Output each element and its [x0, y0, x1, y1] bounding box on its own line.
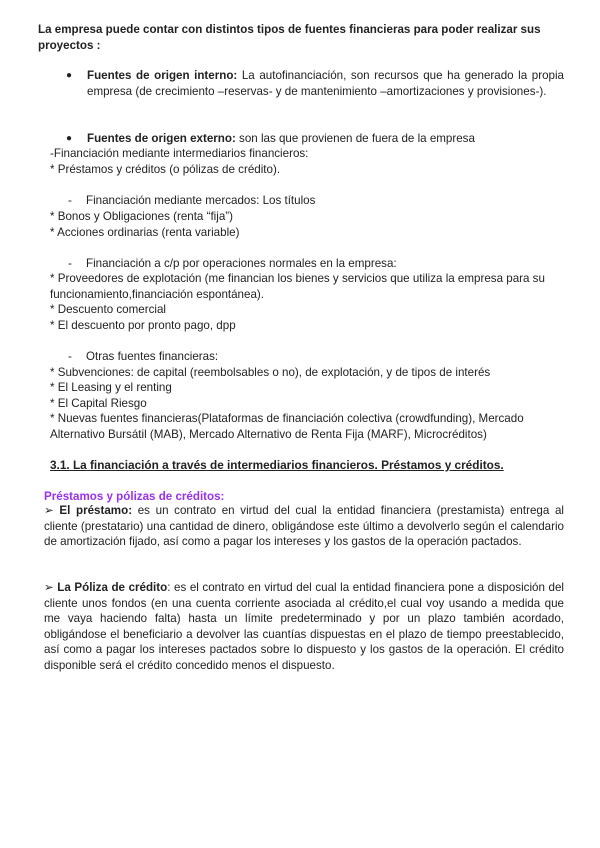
- prestamo-term: El préstamo:: [59, 504, 133, 517]
- bullet-dot-icon: ●: [66, 70, 73, 81]
- poliza-paragraph: [44, 580, 564, 674]
- intro-paragraph: La empresa puede contar con distintos tipos de fuentes financieras para poder realizar sus proyectos :: [38, 23, 541, 52]
- arrow-icon: ➢: [44, 504, 54, 517]
- bullet-term: Fuentes de origen interno:: [87, 69, 238, 82]
- list-item: * El Capital Riesgo: [50, 397, 147, 410]
- list-item: * El descuento por pronto pago, dpp: [50, 319, 236, 332]
- list-item: * Acciones ordinarias (renta variable): [50, 226, 240, 239]
- section-title: 3.1. La financiación a través de intermediarios financieros. Préstamos y créditos.: [50, 458, 504, 472]
- bullet-external: [66, 131, 564, 147]
- intermediaries-heading: -Financiación mediante intermediarios financieros:: [50, 147, 309, 160]
- bullet-term: Fuentes de origen externo:: [87, 132, 236, 145]
- list-item: * Préstamos y créditos (o pólizas de crédito).: [50, 163, 281, 176]
- list-item: * Proveedores de explotación (me financian los bienes y servicios que utiliza la empresa para su funcionamiento,financiación espontánea).: [50, 272, 545, 301]
- other-heading: - Otras fuentes financieras:: [68, 350, 219, 363]
- list-item: * Descuento comercial: [50, 303, 166, 316]
- list-item: * El Leasing y el renting: [50, 381, 172, 394]
- bullet-text: son las que provienen de fuera de la empresa: [235, 132, 475, 145]
- prestamo-paragraph: [44, 503, 564, 550]
- bullet-text: La autofinanciación, son recursos que ha generado la propia empresa (de crecimiento –reservas- y de mantenimiento –amortizaciones y provisiones-).: [87, 69, 564, 98]
- markets-heading: - Financiación mediante mercados: Los títulos: [68, 194, 316, 207]
- subsection-title: Préstamos y pólizas de créditos:: [44, 490, 225, 503]
- short-term-heading: - Financiación a c/p por operaciones normales en la empresa:: [68, 257, 397, 270]
- bullet-dot-icon: ●: [66, 133, 73, 144]
- bullet-internal: [66, 68, 564, 99]
- list-item: * Nuevas fuentes financieras(Plataformas de financiación colectiva (crowdfunding), Mercado Alternativo Bursátil (MAB), Mercado Alternativo de Renta Fija (MARF), Microcréditos): [50, 412, 524, 441]
- poliza-text: : es el contrato en virtud del cual la entidad financiera pone a disposición del cliente unos fondos (en una cuenta corriente asociada al crédito,el cual voy usando a medida que me vaya haciendo falta) hasta un límite predeterminado y por un plazo también acordado, obligándose el beneficiario a devolver las cuantías dispuestas en el plazo de tiempo preestablecido, así como a pagar los intereses pactados sobre lo dispuesto y los gastos de la operación. El crédito disponible será el crédito concedido menos el dispuesto.: [44, 581, 564, 672]
- arrow-icon: ➢: [44, 581, 54, 594]
- list-item: * Bonos y Obligaciones (renta “fija”): [50, 210, 234, 223]
- prestamo-text: es un contrato en virtud del cual la entidad financiera (prestamista) entrega al cliente (prestatario) una cantidad de dinero, obligándose este último a devolverlo según el calendario de amortización fijado, así como a pagar los intereses y los gastos de la operación pactados.: [44, 504, 564, 549]
- list-item: * Subvenciones: de capital (reembolsables o no), de explotación, y de tipos de interés: [50, 366, 491, 379]
- poliza-term: La Póliza de crédito: [57, 581, 168, 594]
